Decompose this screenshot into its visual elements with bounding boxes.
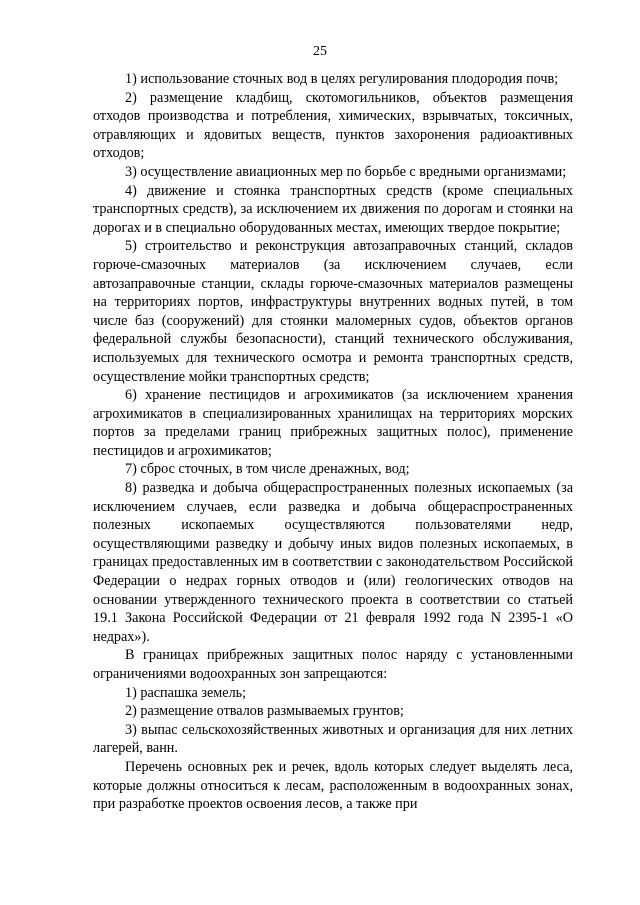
paragraph-4: 4) движение и стоянка транспортных средств (кроме специальных транспортных средств), за исключением их движения по дорогам и стоянки на дорогах и в специально оборудованных местах, имеющих твердое покрытие; xyxy=(93,182,573,236)
page-number: 25 xyxy=(313,44,327,59)
paragraph-1: 1) использование сточных вод в целях регулирования плодородия почв; xyxy=(125,71,559,87)
paragraph-8: 8) разведка и добыча общераспространенных полезных ископаемых (за исключением случаев, если разведка и добыча общераспространенных полезных ископаемых осуществляются пользователями недр, осуществляющими разведку и добычу иных видов полезных ископаемых, в границах предоставленных им в соответствии с законодательством Российской Федерации о недрах горных отводов и (или) геологических отводов на основании утвержденного технического проекта в соответствии со статьей 19.1 Закона Российской Федерации от 21 февраля 1992 года N 2395-1 «О недрах»). xyxy=(93,480,573,645)
paragraph-12: 3) выпас сельскохозяйственных животных и организация для них летних лагерей, ванн. xyxy=(93,721,573,757)
paragraph-2: 2) размещение кладбищ, скотомогильников, объектов размещения отходов производства и потребления, химических, взрывчатых, токсичных, отравляющих и ядовитых веществ, пунктов захоронения радиоактивных отходов; xyxy=(93,89,573,162)
paragraph-11: 2) размещение отвалов размываемых грунтов; xyxy=(125,703,404,720)
paragraph-6: 6) хранение пестицидов и агрохимикатов (за исключением хранения агрохимикатов в специализированных хранилищах на территориях морских портов за пределами границ прибрежных защитных полос), применение пестицидов и агрохимикатов; xyxy=(93,387,573,459)
document-body xyxy=(93,70,573,814)
paragraph-5: 5) строительство и реконструкция автозаправочных станций, складов горюче-смазочных материалов (за исключением случаев, если автозаправочные станции, склады горюче-смазочных материалов размещены на территориях портов, инфраструктуры внутренних водных путей, в том числе баз (сооружений) для стоянки маломерных судов, объектов органов федеральной службы безопасности), станций технического обслуживания, используемых для технического осмотра и ремонта транспортных средств, осуществление мойки транспортных средств; xyxy=(93,238,573,385)
paragraph-9: В границах прибрежных защитных полос наряду с установленными ограничениями водоохранных зон запрещаются: xyxy=(93,647,573,682)
paragraph-3: 3) осуществление авиационных мер по борьбе с вредными организмами; xyxy=(125,163,567,180)
paragraph-7: 7) сброс сточных, в том числе дренажных, вод; xyxy=(125,461,410,478)
paragraph-13: Перечень основных рек и речек, вдоль которых следует выделять леса, которые должны относиться к лесам, расположенным в водоохранных зонах, при разработке проектов освоения лесов, а также при xyxy=(93,758,573,813)
paragraph-10: 1) распашка земель; xyxy=(125,684,247,701)
